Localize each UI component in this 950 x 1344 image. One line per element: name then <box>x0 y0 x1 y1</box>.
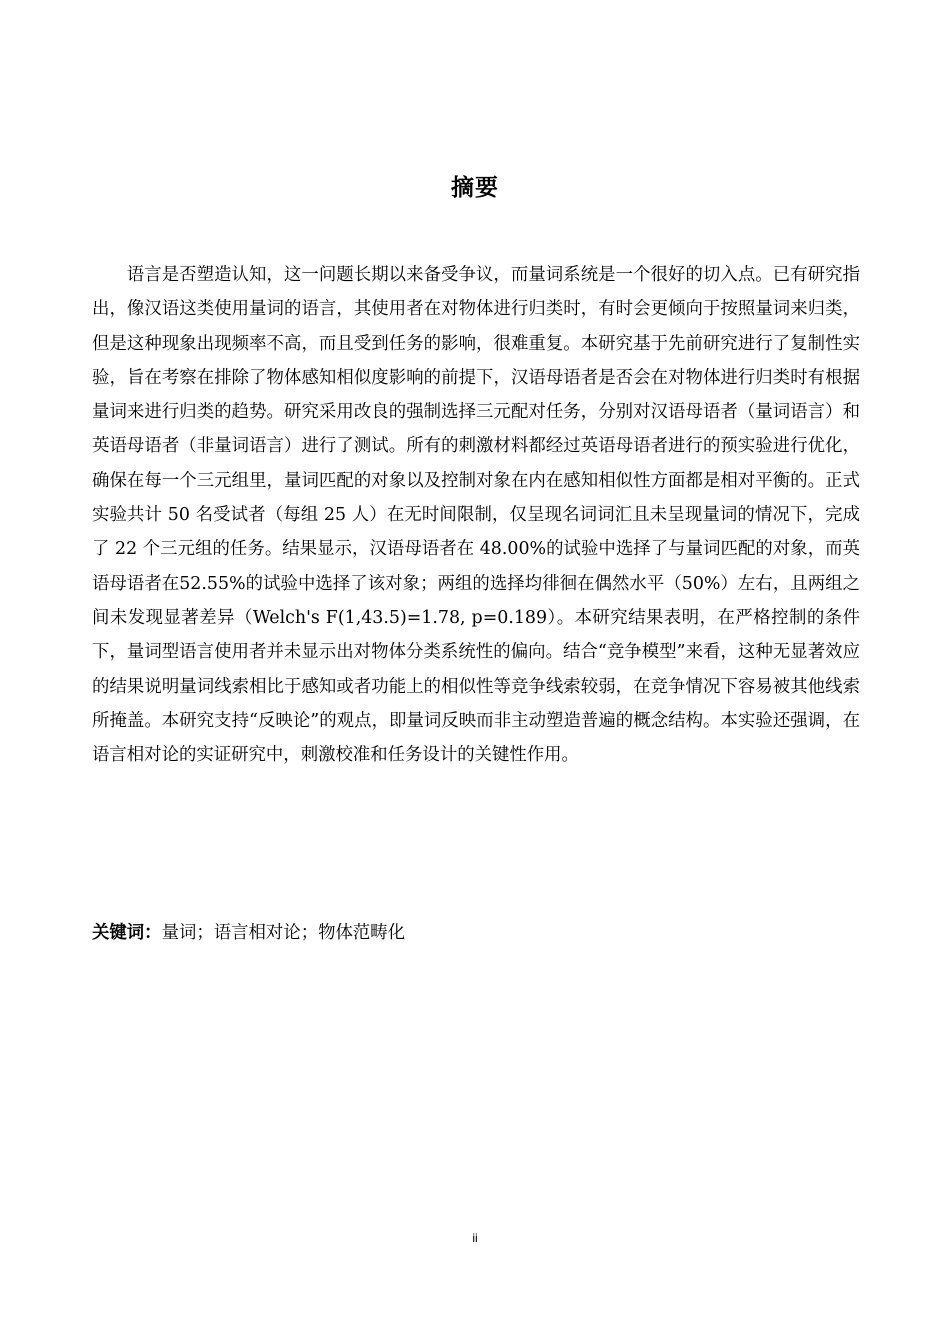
keywords-text: 量词；语言相对论；物体范畴化 <box>161 923 406 943</box>
keywords-line <box>92 916 860 950</box>
keywords-label: 关键词： <box>92 923 162 943</box>
page-title: 摘要 <box>451 175 499 201</box>
abstract-paragraph: 语言是否塑造认知，这一问题长期以来备受争议，而量词系统是一个很好的切入点。已有研究指出，像汉语这类使用量词的语言，其使用者在对物体进行归类时，有时会更倾向于按照量词来归类，但是这种现象出现频率不高，而且受到任务的影响，很难重复。本研究基于先前研究进行了复制性实验，旨在考察在排除了物体感知相似度影响的前提下，汉语母语者是否会在对物体进行归类时有根据量词来进行归类的趋势。研究采用改良的强制选择三元配对任务，分别对汉语母语者（量词语言）和英语母语者（非量词语言）进行了测试。所有的刺激材料都经过英语母语者进行的预实验进行优化，确保在每一个三元组里，量词匹配的对象以及控制对象在内在感知相似性方面都是相对平衡的。正式实验共计 50 名受试者（每组 25 人）在无时间限制，仅呈现名词词汇且未呈现量词的情况下，完成了 22 个三元组的任务。结果显示，汉语母语者在 48.00%的试验中选择了与量词匹配的对象，而英语母语者在52.55%的试验中选择了该对象；两组的选择均徘徊在偶然水平（50%）左右，且两组之间未发现显著差异（Welch's F(1,43.5)=1.78, p=0.189）。本研究结果表明，在严格控制的条件下，量词型语言使用者并未显示出对物体分类系统性的偏向。结合“竞争模型”来看，这种无显著效应的结果说明量词线索相比于感知或者功能上的相似性等竞争线索较弱，在竞争情况下容易被其他线索所掩盖。本研究支持“反映论”的观点，即量词反映而非主动塑造普遍的概念结构。本实验还强调，在语言相对论的实证研究中，刺激校准和任务设计的关键性作用。 <box>92 265 860 766</box>
page-number: ii <box>472 1231 478 1245</box>
